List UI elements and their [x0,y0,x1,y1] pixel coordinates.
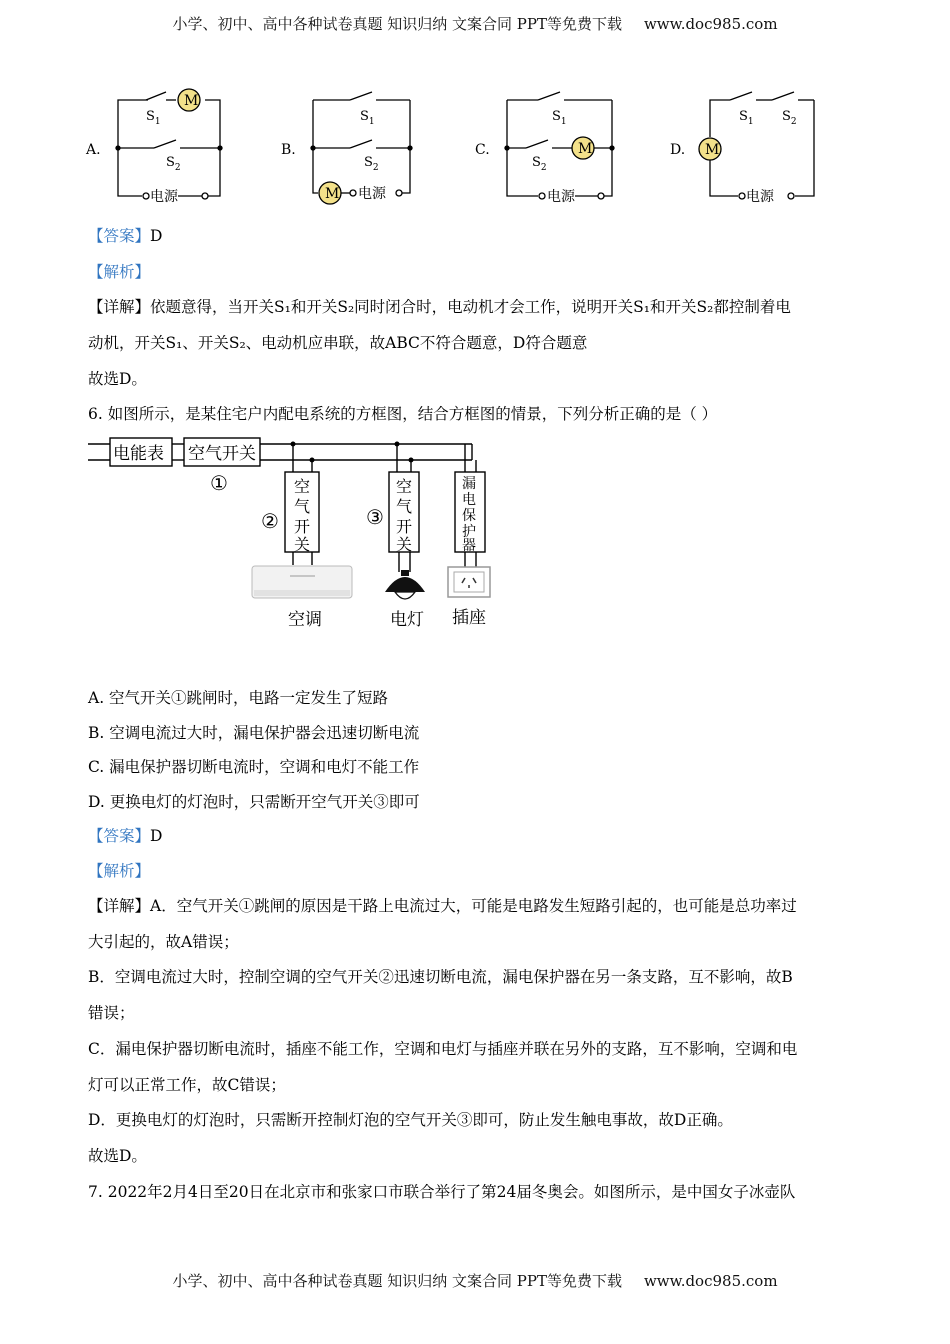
footer-text: 小学、初中、高中各种试卷真题 知识归纳 文案合同 PPT等免费下载 [172,1272,622,1290]
q6-detail-line-4: 错误； [88,1004,135,1022]
c-s1-label: S [552,109,561,124]
main-switch-label: 空气开关 [188,444,256,464]
q6-detail-line-6: 灯可以正常工作，故C错误； [88,1076,286,1094]
c-s2-sub: 2 [540,163,547,173]
b-s1-label: S [360,109,369,124]
branch3-char-1: 空 [396,477,413,496]
svg-text:S2 [166,155,181,173]
answer-tag: 【答案】 [88,227,151,245]
detail-tag: 【详解】 [88,897,151,915]
leak-char-4: 护 [462,524,476,540]
d-s1-label: S [739,109,748,124]
q6-detail-line-7: D．更换电灯的灯泡时，只需断开控制灯泡的空气开关③即可，防止发生触电事故，故D正确。 [88,1111,733,1129]
branch3-char-4: 关 [396,535,413,554]
socket-label: 插座 [452,608,486,628]
a-s2-label: S [166,155,175,170]
svg-text:S1 [146,109,161,127]
b-s1-sub: 1 [368,117,375,127]
q7-stem: 7. 2022年2月4日至20日在北京市和张家口市联合举行了第24届冬奥会。如图所示，是中国女子冰壶队 [88,1183,796,1201]
q6-conclusion: 故选D。 [88,1147,147,1165]
c-s2-label: S [532,155,541,170]
b-power-label: 电源 [358,186,386,202]
b-s2-label: S [364,155,373,170]
branch2-char-4: 关 [294,535,311,554]
d-s2-label: S [782,109,791,124]
branch3-char-3: 开 [396,517,413,536]
q5-analysis-tag: 【解析】 [88,263,151,281]
q6-detail-line-1 [88,894,797,916]
socket-icon [448,567,490,597]
branch3-num: ③ [366,505,384,529]
branch2-char-1: 空 [294,477,311,496]
svg-text:S2 [782,109,797,127]
main-switch-num: ① [210,471,228,495]
q6-analysis-tag: 【解析】 [88,862,151,880]
leak-char-2: 电 [462,492,476,508]
a-s1-sub: 1 [154,117,161,127]
svg-text:S1 [552,109,567,127]
svg-text:S1 [360,109,375,127]
d-s1-sub: 1 [747,117,754,127]
detail-tag: 【详解】 [88,298,151,316]
lamp-label: 电灯 [390,610,424,630]
q5-option-d-label: D. [670,142,686,158]
ac-label: 空调 [288,610,322,630]
leak-char-3: 保 [462,508,476,524]
q5-option-c-label: C. [475,142,490,158]
q6-detail-line-5: C．漏电保护器切断电流时，插座不能工作，空调和电灯与插座并联在另外的支路，互不影响，空调和电 [88,1040,798,1058]
q5-option-b-label: B. [281,142,296,158]
b-motor-label: M [325,186,340,202]
q5-conclusion: 故选D。 [88,370,147,388]
q6-option-c: C. 漏电保护器切断电流时，空调和电灯不能工作 [88,758,420,776]
a-s1-label: S [146,109,155,124]
c-motor-label: M [578,141,593,157]
svg-text:S2 [532,155,547,173]
q6-option-d: D. 更换电灯的灯泡时，只需断开空气开关③即可 [88,793,420,811]
header-text: 小学、初中、高中各种试卷真题 知识归纳 文案合同 PPT等免费下载 [172,15,622,33]
q6-detail-line-2: 大引起的，故A错误； [88,933,239,951]
q6-detail-line-3: B．空调电流过大时，控制空调的空气开关②迅速切断电流，漏电保护器在另一条支路，互不影响，故B [88,968,793,986]
branch3-char-2: 气 [396,497,413,516]
q6-answer [88,824,162,846]
detail-text: A．空气开关①跳闸的原因是干路上电流过大，可能是电路发生短路引起的，也可能是总功率过 [150,897,797,915]
b-s2-sub: 2 [372,163,379,173]
q5-circuits [0,80,950,215]
c-power-label: 电源 [547,189,575,205]
d-motor-label: M [705,142,720,158]
a-motor-label: M [184,93,199,109]
answer-tag: 【答案】 [88,827,151,845]
detail-text: 依题意得，当开关S₁和开关S₂同时闭合时，电动机才会工作，说明开关S₁和开关S₂都控制着电 [150,298,791,316]
q5-option-a-label: A. [86,142,101,158]
q6-stem: 6. 如图所示，是某住宅户内配电系统的方框图，结合方框图的情景，下列分析正确的是（ ） [88,405,718,423]
circuit-a [116,89,222,199]
q5-answer [88,224,162,246]
svg-text:S2 [364,155,379,173]
air-conditioner-icon [252,566,352,598]
page-header [0,13,950,34]
footer-url: www.doc985.com [643,1272,778,1290]
d-power-label: 电源 [746,189,774,205]
page-footer [0,1270,950,1291]
d-s2-sub: 2 [790,117,797,127]
a-power-label: 电源 [150,189,178,205]
leak-char-1: 漏 [462,476,476,492]
q6-option-b: B. 空调电流过大时，漏电保护器会迅速切断电流 [88,724,420,742]
branch2-char-2: 气 [294,497,311,516]
lamp-icon [385,570,425,599]
q6-option-a: A. 空气开关①跳闸时，电路一定发生了短路 [88,689,389,707]
branch2-num: ② [261,509,279,533]
q5-detail-line-1 [88,295,791,317]
meter-label: 电能表 [113,444,164,464]
answer-value: D [150,227,163,245]
answer-value: D [150,827,163,845]
c-s1-sub: 1 [560,117,567,127]
q6-distribution-diagram [0,430,950,635]
header-url: www.doc985.com [643,15,778,33]
branch2-char-3: 开 [294,517,311,536]
svg-text:S1 [739,109,754,127]
a-s2-sub: 2 [174,163,181,173]
q5-detail-line-2: 动机，开关S₁、开关S₂、电动机应串联，故ABC不符合题意，D符合题意 [88,334,588,352]
leak-char-5: 器 [462,538,476,554]
